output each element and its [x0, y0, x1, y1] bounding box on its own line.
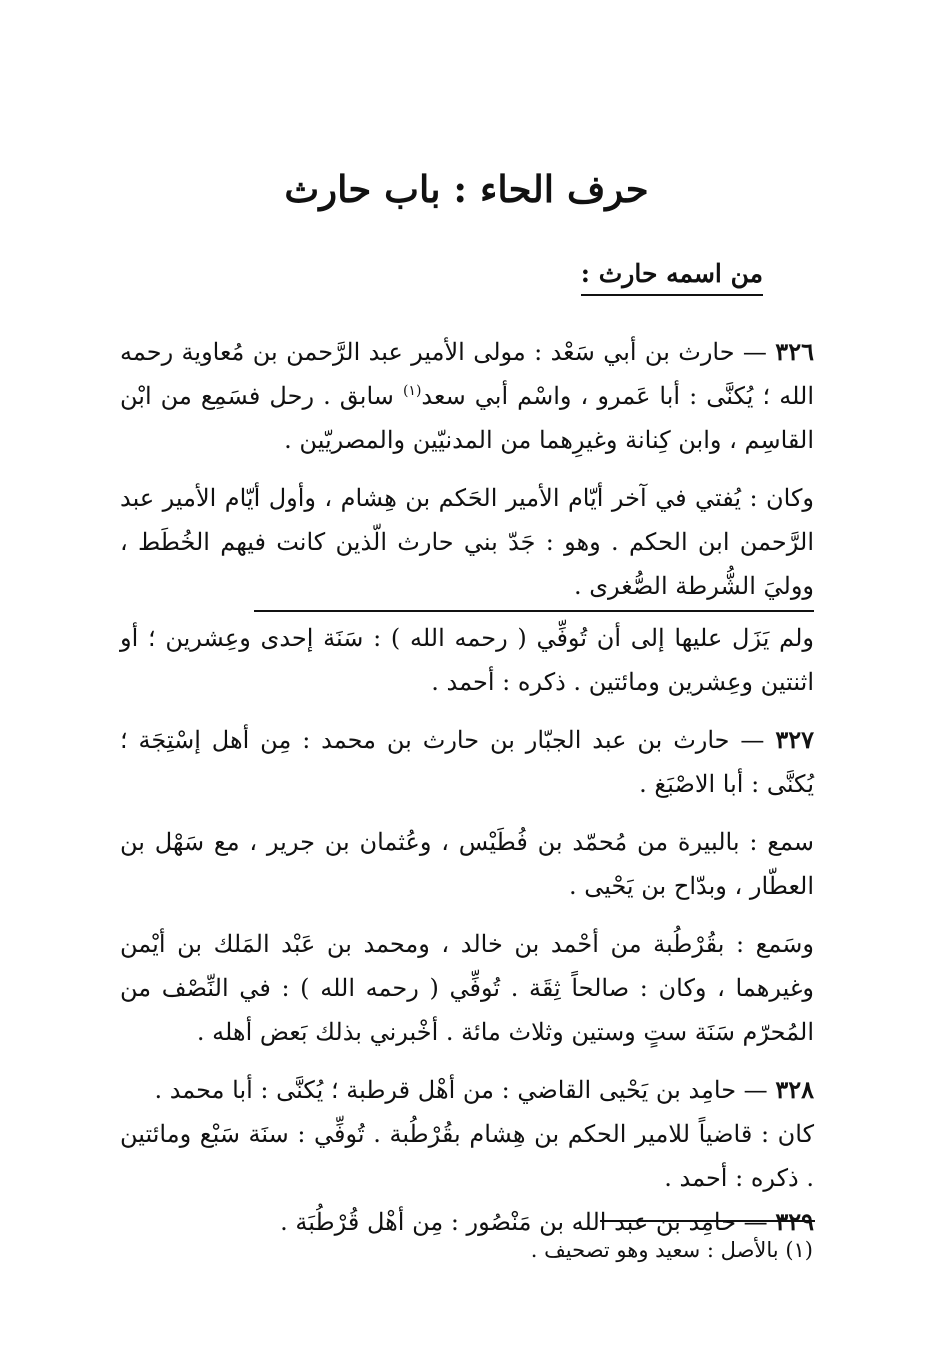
entry-326-para-2	[120, 476, 814, 704]
body-text	[120, 330, 814, 1258]
entry-text: وسَمع : بقُرْطُبة من أحْمد بن خالد ، ومحمد بن عَبْد المَلك بن أيْمن وغيرهما ، وكان : صالحاً ثِقَة . تُوفِّي ( رحمه الله ) : في النِّصْف من المُحرّم سَنَة ستٍ وستين وثلاث مائة . أخْبرني بذلك بَعض أهله .	[120, 930, 814, 1046]
entry-327-para-1: ٣٢٧ — حارث بن عبد الجبّار بن حارث بن محمد : مِن أهل إسْتِجَة ؛ يُكنَّى : أبا الاصْبَغ .	[120, 725, 815, 798]
entry-text: سابق . رحل فسَمِع من ابْن القاسِم ، وابن كِنانة وغيرِهما من المدنيّين والمصريّين .	[120, 382, 814, 454]
entry-text: حارث بن عبد الجبّار بن حارث بن محمد : مِن أهل إسْتِجَة ؛ يُكنَّى : أبا الاصْبَغ .	[120, 726, 814, 798]
entry-328-para-1: ٣٢٨ — حامِد بن يَحْيى القاضي : من أهْل قرطبة ؛ يُكنَّى : أبا محمد . كان : قاضياً للامير الحكم بن هِشام بقُرْطُبة . تُوفِّي : سنَة سَبْع ومائتين . ذكره : أحمد .	[120, 1075, 814, 1192]
entry-text: ولم يَزَل عليها إلى أن تُوفِّي ( رحمه الله ) : سَنَة إحدى وعِشرين ؛ أو اثنتين وعِشرين ومائتين . ذكره : أحمد .	[120, 624, 814, 696]
footnote: (١) بالأصل : سعيد وهو تصحيف .	[530, 1238, 813, 1262]
entry-number: ٣٢٦	[775, 337, 814, 366]
section-heading: من اسمه حارث :	[581, 257, 763, 296]
entry-text: كان : قاضياً للامير الحكم بن هِشام بقُرْطُبة . تُوفِّي : سنَة سَبْع ومائتين . ذكره : أحمد .	[120, 1120, 814, 1192]
underline-rule	[254, 610, 814, 612]
footnote-reference: (١)	[402, 383, 422, 399]
entry-number: ٣٢٨	[775, 1075, 814, 1104]
footnote-separator	[600, 1220, 815, 1222]
entry-326-para-1: ٣٢٦ — حارث بن أبي سَعْد : مولى الأمير عبد الرَّحمن بن مُعاوية رحمه الله ؛ يُكنَّى : أبا عَمرو ، واسْم أبي سعد$^{(١)}$ سابق . رحل فسَمِع من ابْن القاسِم ، وابن كِنانة وغيرِهما من المدنيّين والمصريّين .	[120, 337, 814, 454]
entry-329-para-1: ٣٢٩ — حامِد بن عبد الله بن مَنْصُور : مِن أهْل قُرْطُبَة .	[280, 1207, 814, 1236]
entry-text: حامِد بن عبد الله بن مَنْصُور : مِن أهْل قُرْطُبَة .	[280, 1208, 737, 1236]
entry-text: سمع : بالبيرة من مُحمّد بن فُطَيْس ، وعُثمان بن جرير ، مع سَهْل بن العطّار ، وبدّاح بن يَحْيى .	[120, 828, 814, 900]
entry-number: ٣٢٩	[775, 1207, 814, 1236]
entry-text: وكان : يُفتي في آخر أيّام الأمير الحَكم بن هِشام ، وأول أيّام الأمير عبد الرَّحمن ابن الحكم . وهو : جَدّ بني حارث الّذين كانت فيهم الخُطَط ، ووليَ الشُّرطة الصُّغرى .	[120, 484, 814, 600]
chapter-title: حرف الحاء : باب حارث	[284, 167, 649, 211]
entry-text: حارث بن أبي سَعْد : مولى الأمير عبد الرَّحمن بن مُعاوية رحمه الله ؛ يُكنَّى : أبا عَمرو ، واسْم أبي سعد	[120, 338, 814, 410]
entry-text: حامِد بن يَحْيى القاضي : من أهْل قرطبة ؛ يُكنَّى : أبا محمد .	[154, 1076, 737, 1104]
entry-number: ٣٢٧	[775, 725, 815, 754]
entry-327-para-3	[120, 922, 814, 1054]
entry-327-para-2	[120, 820, 814, 908]
